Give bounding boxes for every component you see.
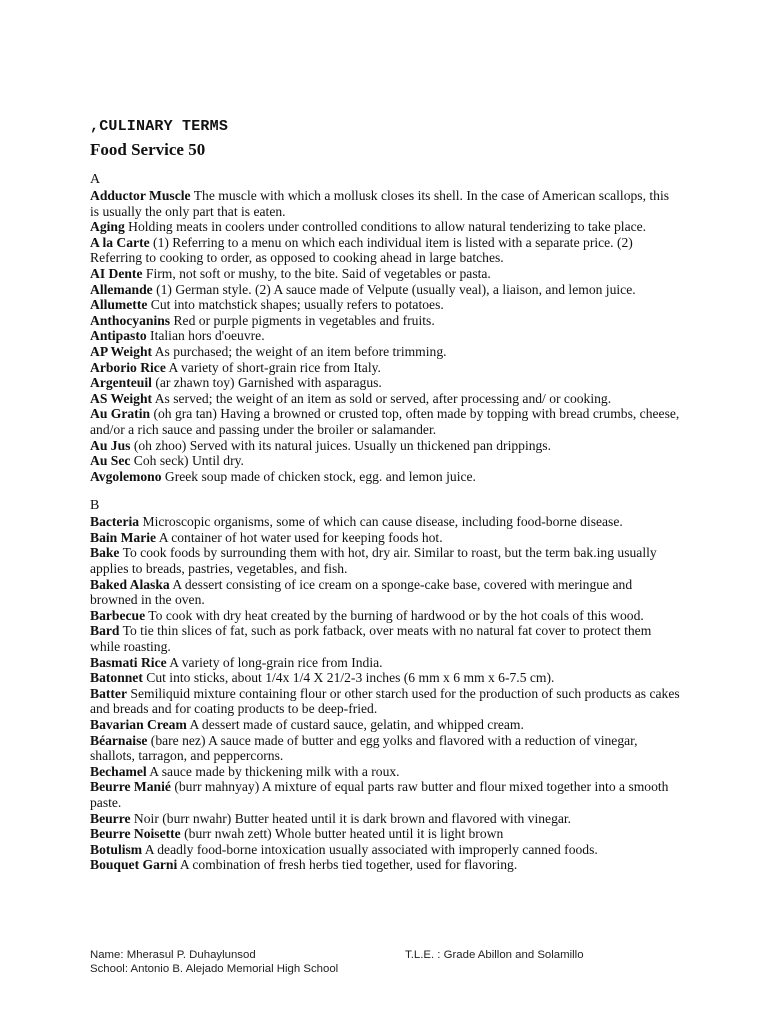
glossary-definition: (1) Referring to a menu on which each individual item is listed with a separate price. (2) Referring to cooking to order, as opposed to cooking ahead in large batches. <box>90 234 633 266</box>
glossary-entry <box>90 406 680 437</box>
glossary-definition: (1) German style. (2) A sauce made of Velpute (usually veal), a liaison, and lemon juice. <box>152 281 636 297</box>
glossary-entry <box>90 375 680 391</box>
glossary-definition: To cook with dry heat created by the burning of hardwood or by the hot coals of this wood. <box>145 607 644 623</box>
glossary-term: Anthocyanins <box>90 312 171 328</box>
glossary-entry <box>90 842 680 858</box>
glossary-definition: The muscle with which a mollusk closes its shell. In the case of American scallops, this is usually the only part that is eaten. <box>90 188 670 219</box>
glossary-entry <box>90 764 680 780</box>
glossary-term: Argenteuil <box>90 375 152 391</box>
glossary-entry <box>90 266 680 282</box>
document-title: ,CULINARY TERMS <box>90 118 229 135</box>
section-letter: B <box>90 498 100 514</box>
glossary-entry <box>90 391 680 407</box>
glossary-definition: (oh gra tan) Having a browned or crusted top, often made by topping with bread crumbs, cheese, and/or a rich sauce and passing under the broiler or salamander. <box>90 406 680 437</box>
glossary-definition: A dessert made of custard sauce, gelatin, and whipped cream. <box>186 717 524 732</box>
glossary-definition: Holding meats in coolers under controlled conditions to allow natural tenderizing to take place. <box>124 219 647 235</box>
glossary-entry <box>90 469 680 485</box>
footer-school: School: Antonio B. Alejado Memorial High School <box>90 963 339 975</box>
glossary-entry <box>90 779 680 810</box>
glossary-definition: (oh zhoo) Served with its natural juices. Usually un thickened pan drippings. <box>130 437 552 453</box>
glossary-entry <box>90 530 680 546</box>
glossary-term: Adductor Muscle <box>90 188 191 203</box>
glossary-definition: To cook foods by surrounding them with hot, dry air. Similar to roast, but the term bak.ing usually applies to breads, pastries, vegetables, and fish. <box>90 545 657 577</box>
glossary-section <box>90 498 680 873</box>
glossary-definition: Semiliquid mixture containing flour or other starch used for the production of such products as cakes and breads and for coating products to be deep-fried. <box>90 685 680 717</box>
document-body <box>90 118 680 887</box>
glossary-term: Au Sec <box>90 453 131 469</box>
glossary-definition: (burr mahnyay) A mixture of equal parts raw butter and flour mixed together into a smooth paste. <box>90 779 669 810</box>
glossary-term: Allumette <box>90 297 148 313</box>
glossary-definition: Noir (burr nwahr) Butter heated until it is dark brown and flavored with vinegar. <box>130 810 572 826</box>
glossary-entry <box>90 453 680 469</box>
glossary-entry <box>90 344 680 360</box>
glossary-definition: Firm, not soft or mushy, to the bite. Said of vegetables or pasta. <box>142 265 491 281</box>
footer-row <box>90 948 690 962</box>
glossary-definition: Coh seck) Until dry. <box>130 453 244 469</box>
glossary-definition: Cut into matchstick shapes; usually refers to potatoes. <box>147 297 444 313</box>
glossary-term: Bavarian Cream <box>90 717 187 732</box>
glossary-entry <box>90 608 680 624</box>
glossary-definition: A variety of long-grain rice from India. <box>166 654 383 670</box>
glossary-entry <box>90 188 680 219</box>
glossary-entry <box>90 313 680 329</box>
glossary-definition: As purchased; the weight of an item before trimming. <box>152 343 447 359</box>
glossary-term: Aging <box>90 219 125 235</box>
glossary-entry <box>90 297 680 313</box>
glossary-definition: A deadly food-borne intoxication usually associated with improperly canned foods. <box>142 841 598 857</box>
glossary-entry <box>90 733 680 764</box>
glossary-term: A la Carte <box>90 234 150 250</box>
glossary-term: Batter <box>90 685 127 701</box>
glossary-term: Bain Marie <box>90 529 157 545</box>
glossary-sections <box>90 172 680 873</box>
glossary-term: Bake <box>90 545 120 561</box>
glossary-term: Au Gratin <box>90 406 151 422</box>
glossary-definition: Greek soup made of chicken stock, egg. and lemon juice. <box>161 468 476 484</box>
glossary-entry <box>90 514 680 530</box>
glossary-term: Batonnet <box>90 670 143 686</box>
glossary-entry <box>90 219 680 235</box>
glossary-term: Basmati Rice <box>90 654 167 670</box>
glossary-entry <box>90 577 680 608</box>
glossary-definition: (ar zhawn toy) Garnished with asparagus. <box>151 375 382 391</box>
glossary-definition: A dessert consisting of ice cream on a sponge-cake base, covered with meringue and browned in the oven. <box>90 576 633 608</box>
glossary-definition: Italian hors d'oeuvre. <box>146 328 265 344</box>
glossary-entry <box>90 655 680 671</box>
glossary-definition: (bare nez) A sauce made of butter and egg yolks and flavored with a reduction of vinegar, shallots, tarragon, and peppercorns. <box>90 732 638 764</box>
glossary-section <box>90 172 680 484</box>
glossary-definition: A combination of fresh herbs tied together, used for flavoring. <box>177 857 518 873</box>
glossary-term: Allemande <box>90 281 153 297</box>
glossary-term: Avgolemono <box>90 468 162 484</box>
glossary-term: Bacteria <box>90 514 140 530</box>
glossary-entry <box>90 282 680 298</box>
glossary-term: Arborio Rice <box>90 359 166 375</box>
glossary-entry <box>90 686 680 717</box>
footer-tle: T.L.E. : Grade Abillon and Solamillo <box>405 949 584 961</box>
glossary-definition: Red or purple pigments in vegetables and fruits. <box>170 312 435 328</box>
glossary-term: Barbecue <box>90 607 146 623</box>
glossary-term: Béarnaise <box>90 732 148 748</box>
glossary-entry <box>90 670 680 686</box>
glossary-term: AS Weight <box>90 390 153 406</box>
glossary-entry <box>90 328 680 344</box>
glossary-entry <box>90 857 680 873</box>
glossary-entry <box>90 235 680 266</box>
glossary-definition: A variety of short-grain rice from Italy. <box>165 359 381 375</box>
glossary-term: Bouquet Garni <box>90 857 178 873</box>
glossary-term: AI Dente <box>90 265 143 281</box>
footer-student-name: Name: Mherasul P. Duhaylunsod <box>90 949 256 961</box>
glossary-definition: A sauce made by thickening milk with a roux. <box>146 763 400 779</box>
glossary-entry <box>90 717 680 733</box>
glossary-definition: To tie thin slices of fat, such as pork fatback, over meats with no natural fat cover to protect them while roasting. <box>90 623 652 655</box>
glossary-term: Antipasto <box>90 328 147 344</box>
glossary-term: Au Jus <box>90 437 131 453</box>
glossary-term: Bechamel <box>90 763 147 779</box>
glossary-definition: Cut into sticks, about 1/4x 1/4 X 21/2-3 inches (6 mm x 6 mm x 6-7.5 cm). <box>142 670 555 686</box>
glossary-term: Bard <box>90 623 120 639</box>
glossary-definition: As served; the weight of an item as sold or served, after processing and/ or cooking. <box>152 390 612 406</box>
glossary-term: AP Weight <box>90 343 153 359</box>
glossary-entry <box>90 545 680 576</box>
glossary-entry <box>90 360 680 376</box>
section-letter: A <box>90 172 101 187</box>
glossary-term: Baked Alaska <box>90 576 170 592</box>
glossary-definition: Microscopic organisms, some of which can cause disease, including food-borne disease. <box>139 514 623 530</box>
page-footer <box>90 948 690 976</box>
glossary-definition: A container of hot water used for keeping foods hot. <box>156 529 443 545</box>
glossary-entry <box>90 623 680 654</box>
glossary-term: Beurre Noisette <box>90 826 181 842</box>
glossary-entry <box>90 811 680 827</box>
glossary-term: Botulism <box>90 841 143 857</box>
glossary-definition: (burr nwah zett) Whole butter heated until it is light brown <box>180 826 504 842</box>
document-subtitle: Food Service 50 <box>90 140 206 159</box>
glossary-entry <box>90 438 680 454</box>
glossary-term: Beurre Manié <box>90 779 171 795</box>
glossary-term: Beurre <box>90 810 131 826</box>
glossary-entry <box>90 826 680 842</box>
